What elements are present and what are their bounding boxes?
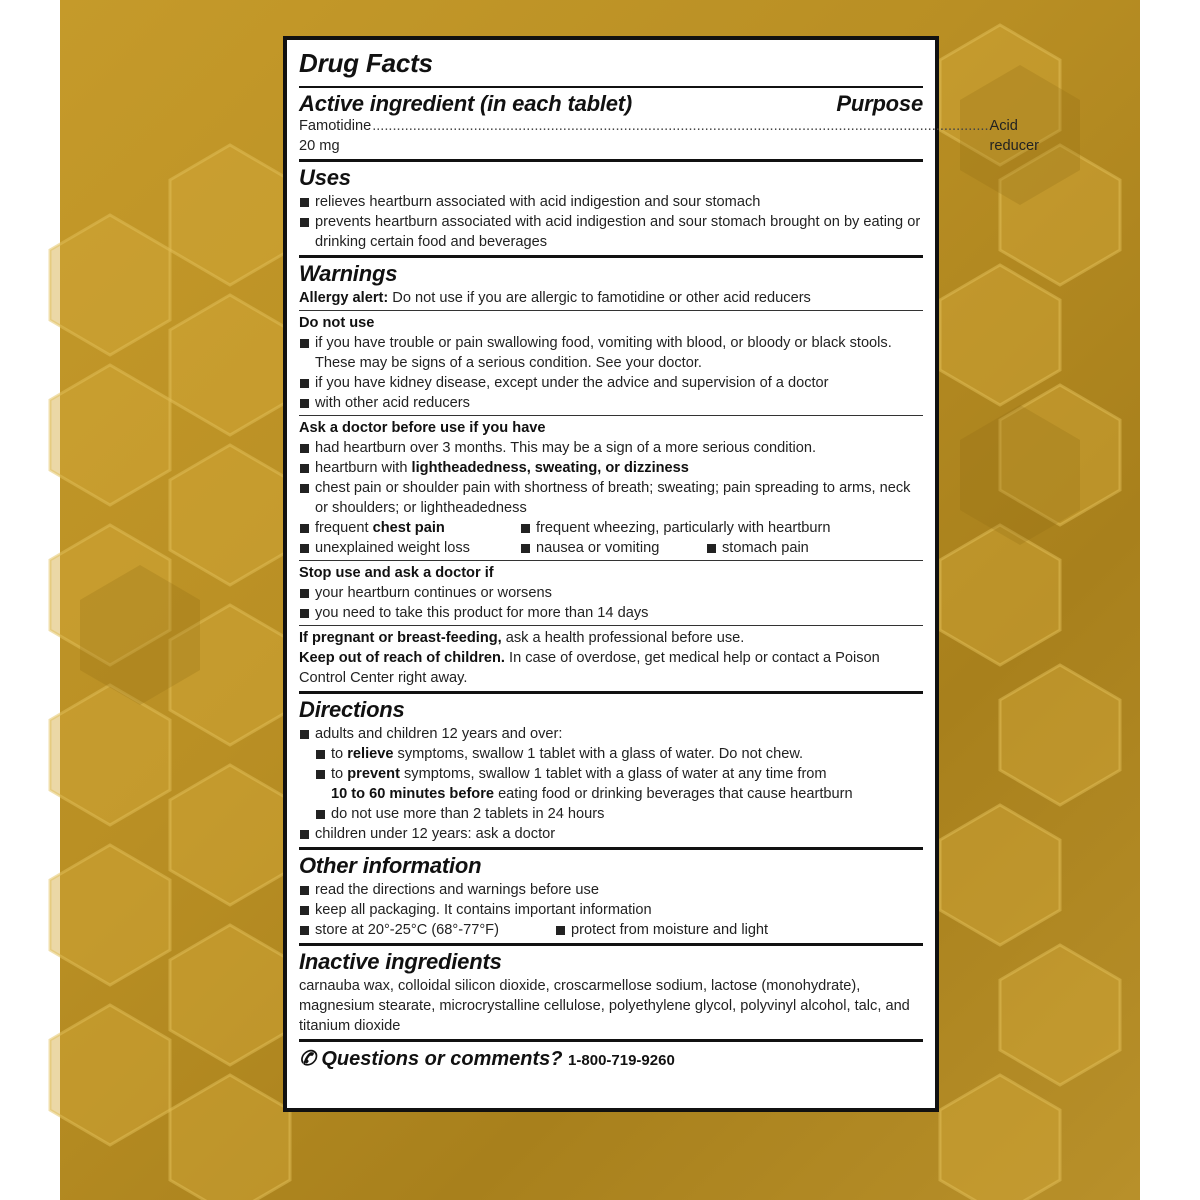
inactive-ingredients-section <box>299 946 923 1042</box>
list-item: if you have trouble or pain swallowing food, vomiting with blood, or bloody or black stools. These may be signs of a serious condition. See your doctor. <box>299 333 923 373</box>
three-column-row <box>299 538 923 558</box>
list-item: keep all packaging. It contains important information <box>299 900 923 920</box>
active-ingredient-heading: Active ingredient (in each tablet) <box>299 91 633 116</box>
list-item <box>315 744 923 764</box>
bold-fragment: lightheadedness, sweating, or dizziness <box>411 460 689 476</box>
pregnancy-label: If pregnant or breast-feeding, <box>299 630 502 646</box>
allergy-label: Allergy alert: <box>299 290 389 306</box>
warnings-heading: Warnings <box>299 261 398 286</box>
do-not-use-block <box>299 310 923 413</box>
text-fragment: to <box>331 746 348 762</box>
uses-section <box>299 162 923 258</box>
phone-number: 1-800-719-9260 <box>568 1052 675 1069</box>
list-item: if you have kidney disease, except under the advice and supervision of a doctor <box>299 373 923 393</box>
list-item <box>299 518 520 538</box>
children-warning <box>299 648 923 688</box>
active-ingredient-section <box>299 88 1039 162</box>
list-item: do not use more than 2 tablets in 24 hours <box>315 804 923 824</box>
ask-doctor-block <box>299 415 923 558</box>
ask-doctor-heading: Ask a doctor before use if you have <box>299 420 546 436</box>
list-item: with other acid reducers <box>299 393 923 413</box>
stop-use-heading: Stop use and ask a doctor if <box>299 565 494 581</box>
allergy-text: Do not use if you are allergic to famotidine or other acid reducers <box>388 290 811 306</box>
list-item: protect from moisture and light <box>555 920 768 940</box>
bold-fragment: relieve <box>347 746 394 762</box>
text-fragment: heartburn with <box>315 460 412 476</box>
pregnancy-warning <box>299 628 923 648</box>
questions-line <box>299 1044 923 1076</box>
drug-facts-title: Drug Facts <box>299 40 923 88</box>
purpose-heading: Purpose <box>836 91 923 116</box>
list-item: adults and children 12 years and over: <box>299 724 923 744</box>
pregnancy-text: ask a health professional before use. <box>501 630 745 646</box>
dot-leader: ........................................................................................................................................................ <box>372 118 989 134</box>
bold-fragment: prevent <box>347 766 400 782</box>
inactive-ingredients-heading: Inactive ingredients <box>299 949 502 974</box>
two-column-row <box>299 518 923 538</box>
questions-label: Questions or comments? <box>321 1048 563 1070</box>
directions-section <box>299 694 923 850</box>
inactive-ingredients-text: carnauba wax, colloidal silicon dioxide, croscarmellose sodium, lactose (monohydrate), magnesium stearate, microcrystalline cellulose, polyethylene glycol, polyvinyl alcohol, talc, and titanium dioxide <box>299 978 910 1034</box>
text-fragment: eating food or drinking beverages that cause heartburn <box>494 786 853 802</box>
bold-fragment: 10 to 60 minutes before <box>331 786 495 802</box>
list-item: frequent wheezing, particularly with heartburn <box>520 518 830 538</box>
list-item: stomach pain <box>706 538 809 558</box>
ingredient-name: Famotidine 20 mg <box>299 118 372 154</box>
ingredient-purpose: Acid reducer <box>989 118 1039 154</box>
text-fragment: symptoms, swallow 1 tablet with a glass of water. Do not chew. <box>393 746 804 762</box>
phone-icon: ✆ <box>299 1048 316 1070</box>
children-text: In case of overdose, get medical help or contact a Poison Control Center right away. <box>299 650 880 686</box>
stop-use-block <box>299 560 923 623</box>
two-column-row <box>299 920 923 940</box>
other-information-heading: Other information <box>299 853 482 878</box>
list-item: you need to take this product for more than 14 days <box>299 603 923 623</box>
drug-facts-panel <box>283 36 1039 1112</box>
pregnancy-children-block <box>299 625 923 688</box>
list-item <box>299 458 923 478</box>
text-fragment: to <box>331 766 348 782</box>
questions-section <box>299 1042 923 1079</box>
list-item-continuation <box>299 784 923 804</box>
list-item: relieves heartburn associated with acid indigestion and sour stomach <box>299 192 923 212</box>
do-not-use-heading: Do not use <box>299 315 375 331</box>
directions-heading: Directions <box>299 697 405 722</box>
list-item: had heartburn over 3 months. This may be a sign of a more serious condition. <box>299 438 923 458</box>
list-item: chest pain or shoulder pain with shortness of breath; sweating; pain spreading to arms, neck or shoulders; or lightheadedness <box>299 478 923 518</box>
text-fragment: symptoms, swallow 1 tablet with a glass of water at any time from <box>399 766 827 782</box>
list-item: store at 20°-25°C (68°-77°F) <box>299 920 555 940</box>
list-item <box>315 764 923 784</box>
list-item: read the directions and warnings before use <box>299 880 923 900</box>
other-information-section <box>299 850 923 946</box>
children-label: Keep out of reach of children. <box>299 650 505 666</box>
allergy-alert <box>299 288 923 308</box>
list-item: prevents heartburn associated with acid indigestion and sour stomach brought on by eating or drinking certain food and beverages <box>299 212 923 252</box>
list-item: unexplained weight loss <box>299 538 520 558</box>
bold-fragment: chest pain <box>372 520 445 536</box>
uses-heading: Uses <box>299 165 351 190</box>
warnings-section <box>299 258 923 694</box>
list-item: nausea or vomiting <box>520 538 706 558</box>
list-item: your heartburn continues or worsens <box>299 583 923 603</box>
text-fragment: frequent <box>315 520 373 536</box>
list-item: children under 12 years: ask a doctor <box>299 824 923 844</box>
